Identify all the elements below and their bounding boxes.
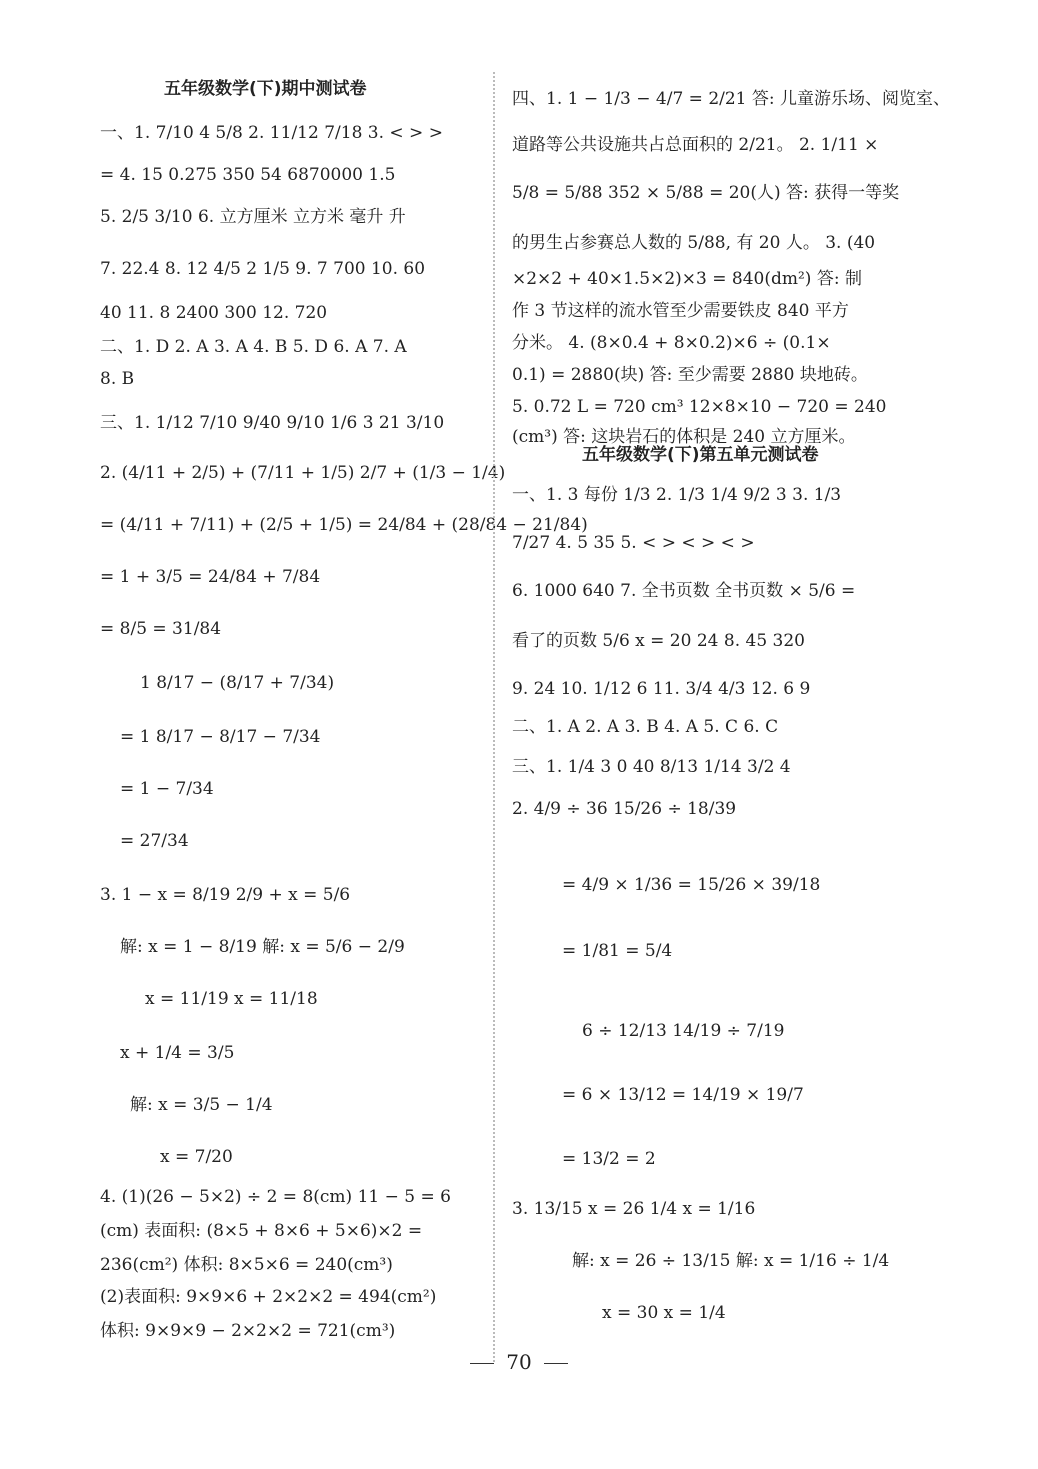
- answer-line: 一、1. 7/10 4 5/8 2. 11/12 7/18 3. < > >: [100, 123, 443, 143]
- answer-line: 236(cm²) 体积: 8×5×6 = 240(cm³): [100, 1255, 393, 1275]
- calc-line: = 6 × 13/12 = 14/19 × 19/7: [562, 1085, 804, 1105]
- dash-left: [470, 1363, 494, 1364]
- answer-line: 体积: 9×9×9 − 2×2×2 = 721(cm³): [100, 1321, 396, 1341]
- answer-line: 8. B: [100, 369, 135, 389]
- calc-line: = 8/5 = 31/84: [100, 619, 222, 639]
- answer-line: 四、1. 1 − 1/3 − 4/7 = 2/21 答: 儿童游乐场、阅览室、: [512, 89, 951, 109]
- calc-line: = 27/34: [120, 831, 189, 851]
- dash-right: [544, 1363, 568, 1364]
- equation-line: 解: x = 1 − 8/19 解: x = 5/6 − 2/9: [120, 937, 405, 957]
- equation-line: x + 1/4 = 3/5: [120, 1043, 235, 1063]
- page-number: 70: [0, 1350, 1038, 1374]
- answer-line: 4. (1)(26 − 5×2) ÷ 2 = 8(cm) 11 − 5 = 6: [100, 1187, 451, 1207]
- calc-line: 6 ÷ 12/13 14/19 ÷ 7/19: [582, 1021, 785, 1041]
- answer-line: 的男生占参赛总人数的 5/88, 有 20 人。 3. (40: [512, 233, 876, 253]
- unit5-title: 五年级数学(下)第五单元测试卷: [582, 445, 819, 465]
- calc-line: = 4/9 × 1/36 = 15/26 × 39/18: [562, 875, 821, 895]
- calc-line: 1 8/17 − (8/17 + 7/34): [140, 673, 335, 693]
- answer-line: 道路等公共设施共占总面积的 2/21。 2. 1/11 ×: [512, 135, 879, 155]
- equation-line: x = 30 x = 1/4: [602, 1303, 726, 1323]
- answer-line: (2)表面积: 9×9×6 + 2×2×2 = 494(cm²): [100, 1287, 437, 1307]
- calc-line: = 13/2 = 2: [562, 1149, 656, 1169]
- answer-line: 二、1. A 2. A 3. B 4. A 5. C 6. C: [512, 717, 779, 737]
- answer-line: 三、1. 1/12 7/10 9/40 9/10 1/6 3 21 3/10: [100, 413, 445, 433]
- answer-line: 5. 2/5 3/10 6. 立方厘米 立方米 毫升 升: [100, 207, 406, 227]
- answer-line: 5/8 = 5/88 352 × 5/88 = 20(人) 答: 获得一等奖: [512, 183, 900, 203]
- answer-line: 7/27 4. 5 35 5. < > < > < >: [512, 533, 755, 553]
- answer-line: ×2×2 + 40×1.5×2)×3 = 840(dm²) 答: 制: [512, 269, 862, 289]
- answer-line: 一、1. 3 每份 1/3 2. 1/3 1/4 9/2 3 3. 1/3: [512, 485, 842, 505]
- answer-line: 作 3 节这样的流水管至少需要铁皮 840 平方: [512, 301, 849, 321]
- answer-line: 三、1. 1/4 3 0 40 8/13 1/14 3/2 4: [512, 757, 791, 777]
- answer-line: 二、1. D 2. A 3. A 4. B 5. D 6. A 7. A: [100, 337, 407, 357]
- calc-line: = (4/11 + 7/11) + (2/5 + 1/5) = 24/84 + (28/84 − 21/84): [100, 515, 588, 535]
- calc-line: = 1/81 = 5/4: [562, 941, 673, 961]
- calc-line: = 1 − 7/34: [120, 779, 214, 799]
- answer-line: = 4. 15 0.275 350 54 6870000 1.5: [100, 165, 396, 185]
- calc-line: 2. (4/11 + 2/5) + (7/11 + 1/5) 2/7 + (1/3 − 1/4): [100, 463, 506, 483]
- answer-line: 6. 1000 640 7. 全书页数 全书页数 × 5/6 =: [512, 581, 856, 601]
- equation-line: 3. 1 − x = 8/19 2/9 + x = 5/6: [100, 885, 351, 905]
- calc-line: = 1 8/17 − 8/17 − 7/34: [120, 727, 321, 747]
- answer-line: (cm) 表面积: (8×5 + 8×6 + 5×6)×2 =: [100, 1221, 423, 1241]
- equation-line: x = 7/20: [160, 1147, 233, 1167]
- answer-line: 看了的页数 5/6 x = 20 24 8. 45 320: [512, 631, 805, 651]
- answer-line: 分米。 4. (8×0.4 + 8×0.2)×6 ÷ (0.1×: [512, 333, 831, 353]
- answer-line: 7. 22.4 8. 12 4/5 2 1/5 9. 7 700 10. 60: [100, 259, 426, 279]
- answer-line: 0.1) = 2880(块) 答: 至少需要 2880 块地砖。: [512, 365, 868, 385]
- column-divider: [493, 72, 495, 1362]
- equation-line: 3. 13/15 x = 26 1/4 x = 1/16: [512, 1199, 756, 1219]
- answer-line: 5. 0.72 L = 720 cm³ 12×8×10 − 720 = 240: [512, 397, 887, 417]
- equation-line: x = 11/19 x = 11/18: [145, 989, 318, 1009]
- equation-line: 解: x = 26 ÷ 13/15 解: x = 1/16 ÷ 1/4: [572, 1251, 890, 1271]
- midterm-title: 五年级数学(下)期中测试卷: [164, 79, 367, 99]
- answer-line: (cm³) 答: 这块岩石的体积是 240 立方厘米。: [512, 427, 856, 447]
- answer-line: 40 11. 8 2400 300 12. 720: [100, 303, 328, 323]
- calc-line: = 1 + 3/5 = 24/84 + 7/84: [100, 567, 321, 587]
- answer-line: 9. 24 10. 1/12 6 11. 3/4 4/3 12. 6 9: [512, 679, 811, 699]
- calc-line: 2. 4/9 ÷ 36 15/26 ÷ 18/39: [512, 799, 737, 819]
- equation-line: 解: x = 3/5 − 1/4: [130, 1095, 273, 1115]
